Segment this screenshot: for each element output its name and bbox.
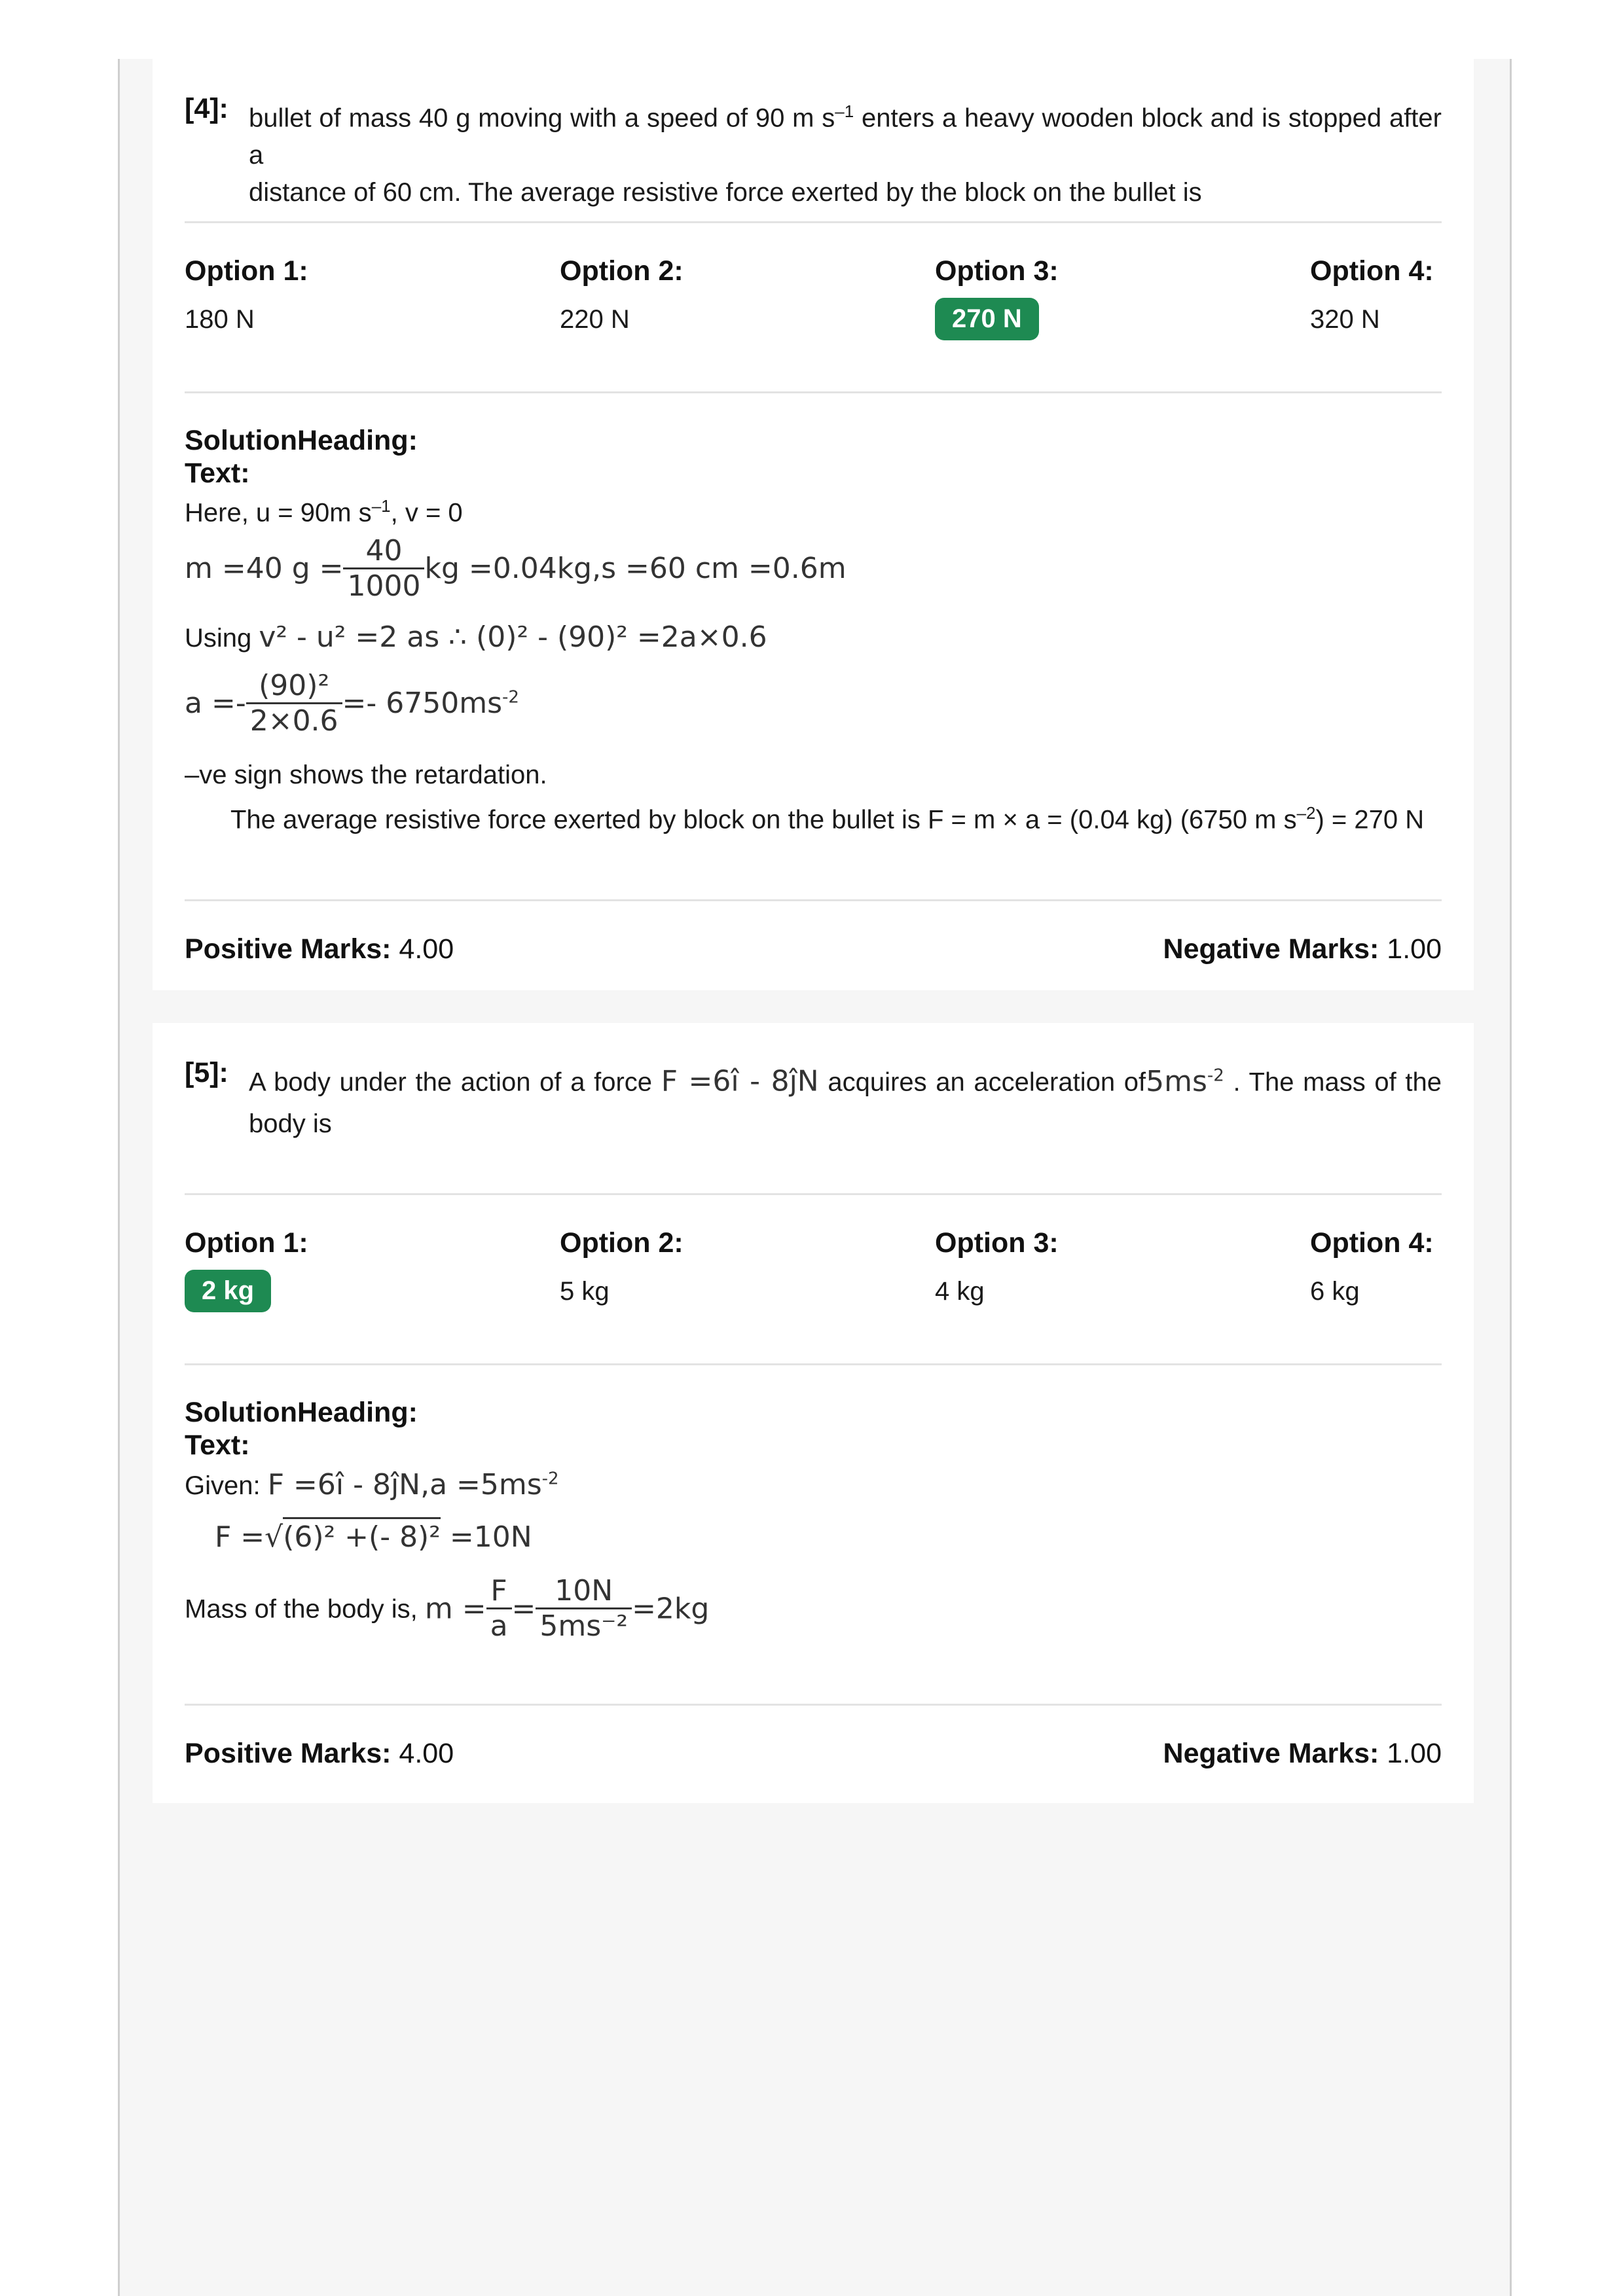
solution-line-2: m =40 g = $\frac{40}{1000}$ kg =0.04kg,s =60 cm =0.6m xyxy=(185,534,847,603)
solution-line-2: F =√(6)² +(- 8)² =10N xyxy=(215,1520,532,1554)
divider xyxy=(185,1193,1442,1195)
fraction: $\frac{40}{1000}$ xyxy=(343,534,424,603)
option-3-correct-answer: 270 N xyxy=(935,298,1039,340)
question-text xyxy=(249,1057,1442,1143)
solution-line-5: –ve sign shows the retardation. xyxy=(185,761,547,789)
solution-line-3: Mass of the body is, m = $\frac{F}{a}$ = $\frac{10N}{\text{5ms⁻²}}$ =2kg xyxy=(185,1574,710,1643)
negative-marks: Negative Marks: 1.00 xyxy=(1163,1738,1442,1769)
solution-line-3: Using v² - u² =2 as ∴ (0)² - (90)² =2a×0.6 xyxy=(185,620,767,654)
negative-marks: Negative Marks: 1.00 xyxy=(1163,933,1442,965)
question-card-4 xyxy=(153,59,1474,990)
divider xyxy=(185,221,1442,223)
square-root-icon: √ xyxy=(264,1520,283,1554)
option-1-heading: Option 1: xyxy=(185,1227,308,1259)
divider xyxy=(185,1363,1442,1365)
fraction: $\frac{F}{a}$ xyxy=(486,1574,512,1643)
question-text-line-2: distance of 60 cm. The average resistive force exerted by the block on the bullet is xyxy=(249,178,1202,207)
option-4-value: 320 N xyxy=(1310,305,1380,334)
question-text-line-1: A body under the action of a force F =6î - 8ĵN acquires an acceleration $of5ms^{-2}$ . The mass of the xyxy=(249,1064,1442,1098)
solution-heading: SolutionHeading: xyxy=(185,425,418,456)
fraction: $\frac{\text{(90)²}}{2\times 0.6}$ xyxy=(246,669,342,738)
option-2-heading: Option 2: xyxy=(560,255,684,287)
option-3-heading: Option 3: xyxy=(935,255,1059,287)
option-4-value: 6 kg xyxy=(1310,1277,1360,1306)
option-2-heading: Option 2: xyxy=(560,1227,684,1259)
question-card-5 xyxy=(153,1023,1474,1803)
solution-heading: SolutionHeading: xyxy=(185,1397,418,1428)
option-2-value: 5 kg xyxy=(560,1277,610,1306)
option-4-heading: Option 4: xyxy=(1310,1227,1434,1259)
option-1-value: 180 N xyxy=(185,305,255,334)
question-number: [5]: xyxy=(185,1057,228,1088)
positive-marks: Positive Marks: 4.00 xyxy=(185,933,454,965)
solution-text-label: Text: xyxy=(185,1429,250,1461)
option-3-heading: Option 3: xyxy=(935,1227,1059,1259)
question-number: [4]: xyxy=(185,93,228,124)
divider xyxy=(185,1704,1442,1706)
question-text xyxy=(249,93,1442,211)
question-text-line-2: body is xyxy=(249,1109,332,1138)
question-row xyxy=(185,1057,1442,1142)
solution-line-1: Here, u = 90m $s^{-1}$, v = 0 xyxy=(185,496,463,528)
option-3-value: 4 kg xyxy=(935,1277,985,1306)
option-4-heading: Option 4: xyxy=(1310,255,1434,287)
divider xyxy=(185,391,1442,393)
divider xyxy=(185,899,1442,901)
solution-line-4: a =- $\frac{\text{(90)²}}{2\times 0.6}$ =- $6750ms^{-2}$ xyxy=(185,669,519,738)
fraction: $\frac{10N}{\text{5ms⁻²}}$ xyxy=(536,1574,632,1643)
question-text-line-1: bullet of mass 40 g moving with a speed of 90 m $s^{-1}$ enters a heavy wooden block and is stopped after a xyxy=(249,101,1442,170)
option-2-value: 220 N xyxy=(560,305,630,334)
option-1-heading: Option 1: xyxy=(185,255,308,287)
positive-marks: Positive Marks: 4.00 xyxy=(185,1738,454,1769)
option-1-correct-answer: 2 kg xyxy=(185,1270,271,1312)
question-row xyxy=(185,93,1442,207)
solution-text-label: Text: xyxy=(185,457,250,489)
solution-line-6: The average resistive force exerted by block on the bullet is F = m × a = (0.04 kg) (6750 m $s^{-2}) = 270$ N xyxy=(230,803,1425,834)
solution-line-1: Given: F =6î - 8ĵN,a $=5ms^{-2}$ xyxy=(185,1468,559,1501)
